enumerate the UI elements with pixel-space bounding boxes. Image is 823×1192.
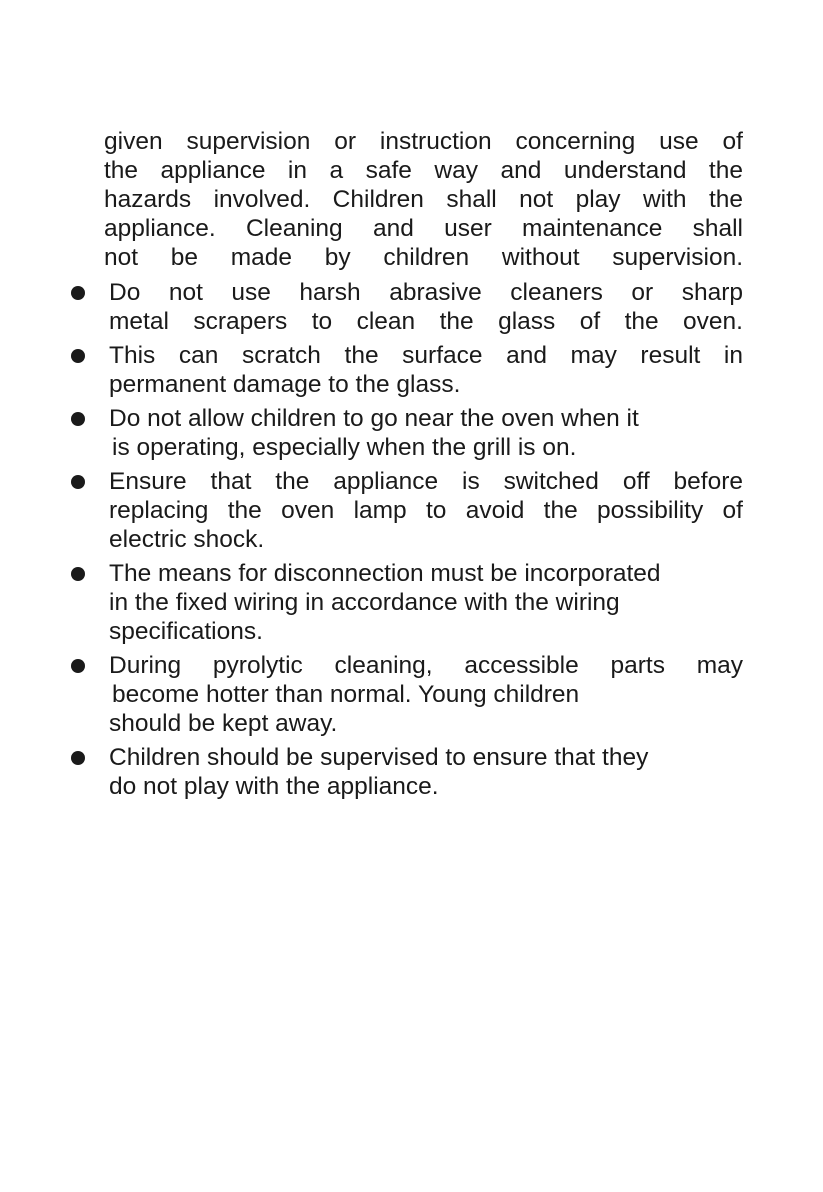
item-line: should be kept away. [109, 710, 338, 737]
item-line: This can scratch the surface and may result in [109, 342, 743, 369]
item-line: specifications. [109, 618, 263, 645]
intro-line: appliance. Cleaning and user maintenance shall [104, 215, 743, 242]
list-item [66, 743, 743, 801]
item-line: become hotter than normal. Young children [112, 681, 580, 708]
item-line: Do not use harsh abrasive cleaners or sharp [109, 279, 743, 306]
item-line: During pyrolytic cleaning, accessible parts may [109, 652, 743, 679]
list-item [66, 404, 743, 462]
list-item [66, 467, 743, 554]
safety-bullet-list [66, 278, 743, 801]
item-line: is operating, especially when the grill is on. [112, 434, 577, 461]
intro-line: not be made by children without supervision. [104, 244, 743, 271]
bullet-icon [71, 751, 85, 765]
bullet-icon [71, 349, 85, 363]
safety-instructions [66, 127, 743, 806]
list-item [66, 651, 743, 738]
item-line: The means for disconnection must be incorporated [109, 560, 661, 587]
item-line: in the fixed wiring in accordance with the wiring [109, 589, 620, 616]
bullet-icon [71, 659, 85, 673]
bullet-icon [71, 475, 85, 489]
bullet-icon [71, 286, 85, 300]
item-line: Do not allow children to go near the oven when it [109, 405, 639, 432]
item-line: permanent damage to the glass. [109, 371, 461, 398]
list-item [66, 278, 743, 336]
bullet-icon [71, 412, 85, 426]
intro-line: given supervision or instruction concerning use of [104, 128, 743, 155]
bullet-icon [71, 567, 85, 581]
intro-line: the appliance in a safe way and understand the [104, 157, 743, 184]
item-line: metal scrapers to clean the glass of the oven. [109, 308, 743, 335]
item-line: electric shock. [109, 526, 265, 553]
list-item [66, 341, 743, 399]
intro-line: hazards involved. Children shall not play with the [104, 186, 743, 213]
item-line: Children should be supervised to ensure that they [109, 744, 649, 771]
item-line: replacing the oven lamp to avoid the possibility of [109, 497, 743, 524]
list-item [66, 559, 743, 646]
item-line: do not play with the appliance. [109, 773, 439, 800]
intro-paragraph [104, 127, 743, 272]
item-line: Ensure that the appliance is switched off before [109, 468, 743, 495]
